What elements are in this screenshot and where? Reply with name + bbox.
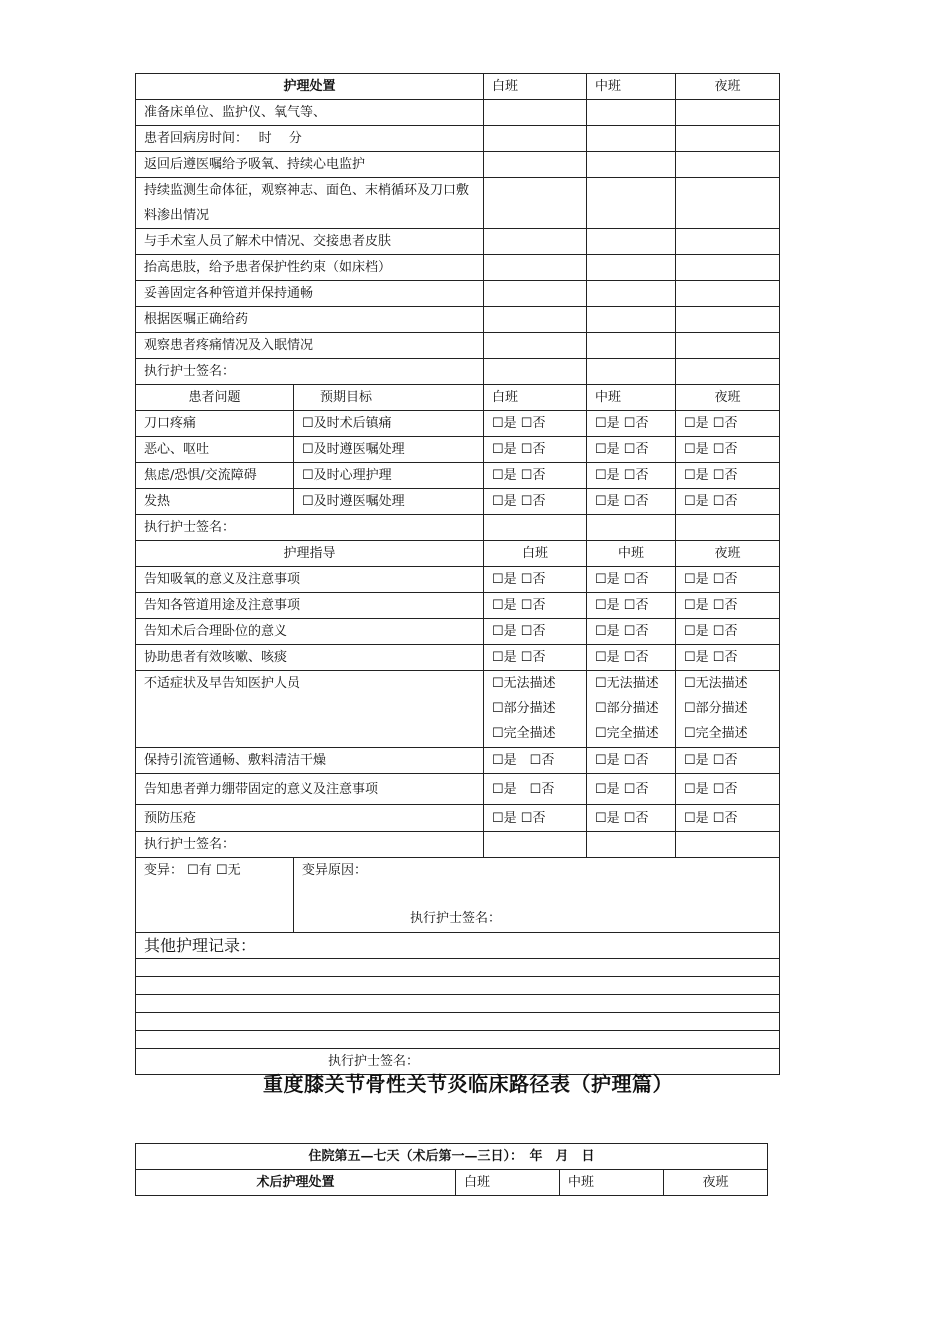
day-signature-cell[interactable] — [484, 832, 587, 858]
table-row — [136, 333, 780, 359]
table-row — [136, 229, 780, 255]
table-row — [136, 463, 780, 489]
record-line-cell[interactable] — [136, 959, 780, 977]
night-signature-cell[interactable] — [676, 515, 780, 541]
record-line-cell[interactable] — [136, 995, 780, 1013]
day-cell[interactable] — [484, 126, 587, 152]
table-row — [136, 748, 780, 774]
guidance-label: 协助患者有效咳嗽、咳痰 — [136, 645, 484, 671]
problem-label: 焦虑/恐惧/交流障碍 — [136, 463, 294, 489]
variance-cell — [136, 858, 294, 933]
variance-reason-cell[interactable] — [294, 858, 780, 933]
mid-cell[interactable] — [587, 229, 676, 255]
record-line-cell[interactable] — [136, 977, 780, 995]
describe-option[interactable]: ☐完全描述 — [684, 726, 748, 741]
mid-describe-options[interactable] — [587, 671, 676, 748]
day-cell[interactable] — [484, 333, 587, 359]
task-label: 根据医嘱正确给药 — [136, 307, 484, 333]
record-line — [136, 995, 780, 1013]
section1-header-label: 护理处置 — [136, 74, 484, 100]
record-line — [136, 1013, 780, 1031]
col-night-shift: 夜班 — [676, 385, 780, 411]
day-yes-no[interactable]: ☐是 ☐否 — [484, 645, 587, 671]
col-expected-goal: 预期目标 — [294, 385, 484, 411]
day-yes-no[interactable]: ☐是 ☐否 — [484, 805, 587, 832]
night-yes-no[interactable]: ☐是 ☐否 — [676, 437, 780, 463]
table-row — [136, 805, 780, 832]
section2-header-row — [136, 385, 780, 411]
describe-option[interactable]: ☐完全描述 — [492, 726, 556, 741]
post-op-label: 术后护理处置 — [136, 1170, 456, 1196]
night-cell[interactable] — [676, 100, 780, 126]
col-mid-shift: 中班 — [587, 74, 676, 100]
night-describe-options[interactable] — [676, 671, 780, 748]
night-cell[interactable] — [676, 178, 780, 229]
task-label: 与手术室人员了解术中情况、交接患者皮肤 — [136, 229, 484, 255]
night-cell[interactable] — [676, 255, 780, 281]
night-yes-no[interactable]: ☐是 ☐否 — [676, 567, 780, 593]
col-night-shift: 夜班 — [676, 541, 780, 567]
day-yes-no[interactable]: ☐是 ☐否 — [484, 593, 587, 619]
table-row — [136, 100, 780, 126]
day-signature-cell[interactable] — [484, 359, 587, 385]
mid-yes-no[interactable]: ☐是 ☐否 — [587, 774, 676, 805]
variance-row — [136, 858, 780, 933]
night-yes-no[interactable]: ☐是 ☐否 — [676, 593, 780, 619]
mid-signature-cell[interactable] — [587, 359, 676, 385]
guidance-label: 告知各管道用途及注意事项 — [136, 593, 484, 619]
col-day-shift: 白班 — [456, 1170, 560, 1196]
day-yes-no[interactable]: ☐是 ☐否 — [484, 748, 587, 774]
page-title: 重度膝关节骨性关节炎临床路径表（护理篇） — [263, 1072, 673, 1096]
col-night-shift: 夜班 — [676, 74, 780, 100]
mid-cell[interactable] — [587, 333, 676, 359]
table-row — [136, 281, 780, 307]
post-op-header-row — [136, 1170, 768, 1196]
col-day-shift: 白班 — [484, 541, 587, 567]
day-cell[interactable] — [484, 100, 587, 126]
other-records-label: 其他护理记录： — [136, 933, 780, 959]
col-day-shift: 白班 — [484, 74, 587, 100]
table-row — [136, 255, 780, 281]
post-op-heading: 住院第五—七天（术后第一—三日）： 年 月 日 — [136, 1144, 768, 1170]
day-cell[interactable] — [484, 152, 587, 178]
section3-header-label: 护理指导 — [136, 541, 484, 567]
day-yes-no[interactable]: ☐是 ☐否 — [484, 463, 587, 489]
task-label: 持续监测生命体征，观察神志、面色、末梢循环及刀口敷料渗出情况 — [136, 178, 484, 229]
table-row — [136, 671, 780, 748]
describe-option[interactable]: ☐无法描述 — [684, 676, 748, 691]
goal-checkbox[interactable]: ☐及时术后镇痛 — [294, 411, 484, 437]
record-line-cell[interactable] — [136, 1031, 780, 1049]
signature-label: 执行护士签名： — [136, 515, 484, 541]
describe-option[interactable]: ☐部分描述 — [684, 701, 748, 716]
col-day-shift: 白班 — [484, 385, 587, 411]
describe-option[interactable]: ☐完全描述 — [595, 726, 659, 741]
mid-cell[interactable] — [587, 178, 676, 229]
night-yes-no[interactable]: ☐是 ☐否 — [676, 748, 780, 774]
day-yes-no[interactable]: ☐是 ☐否 — [484, 411, 587, 437]
day-cell[interactable] — [484, 229, 587, 255]
mid-cell[interactable] — [587, 152, 676, 178]
day-yes-no[interactable]: ☐是 ☐否 — [484, 489, 587, 515]
mid-cell[interactable] — [587, 100, 676, 126]
day-cell[interactable] — [484, 307, 587, 333]
guidance-label: 告知术后合理卧位的意义 — [136, 619, 484, 645]
problem-label: 发热 — [136, 489, 294, 515]
nursing-pathway-table — [135, 73, 780, 1075]
signature-row — [136, 359, 780, 385]
describe-option[interactable]: ☐部分描述 — [595, 701, 659, 716]
day-yes-no[interactable]: ☐是 ☐否 — [484, 774, 587, 805]
task-label: 妥善固定各种管道并保持通畅 — [136, 281, 484, 307]
night-yes-no[interactable]: ☐是 ☐否 — [676, 645, 780, 671]
col-night-shift: 夜班 — [664, 1170, 768, 1196]
table-row — [136, 307, 780, 333]
task-label: 患者回病房时间： 时 分 — [136, 126, 484, 152]
record-line-cell[interactable] — [136, 1013, 780, 1031]
problem-label: 恶心、呕吐 — [136, 437, 294, 463]
goal-checkbox[interactable]: ☐及时遵医嘱处理 — [294, 437, 484, 463]
col-mid-shift: 中班 — [587, 541, 676, 567]
night-cell[interactable] — [676, 307, 780, 333]
guidance-label: 不适症状及早告知医护人员 — [136, 671, 484, 748]
col-mid-shift: 中班 — [560, 1170, 664, 1196]
mid-yes-no[interactable]: ☐是 ☐否 — [587, 593, 676, 619]
mid-signature-cell[interactable] — [587, 515, 676, 541]
section3-header-row — [136, 541, 780, 567]
mid-cell[interactable] — [587, 307, 676, 333]
guidance-label: 保持引流管通畅、敷料清洁干燥 — [136, 748, 484, 774]
signature-label: 执行护士签名： — [136, 359, 484, 385]
table-row — [136, 411, 780, 437]
day-yes-no[interactable]: ☐是 ☐否 — [484, 619, 587, 645]
variance-options[interactable]: ☐有 ☐无 — [187, 863, 241, 878]
mid-yes-no[interactable]: ☐是 ☐否 — [587, 748, 676, 774]
mid-yes-no[interactable]: ☐是 ☐否 — [587, 463, 676, 489]
night-signature-cell[interactable] — [676, 359, 780, 385]
table-row — [136, 645, 780, 671]
record-line — [136, 1031, 780, 1049]
mid-yes-no[interactable]: ☐是 ☐否 — [587, 437, 676, 463]
task-label: 准备床单位、监护仪、氧气等、 — [136, 100, 484, 126]
day-yes-no[interactable]: ☐是 ☐否 — [484, 567, 587, 593]
day-describe-options[interactable] — [484, 671, 587, 748]
other-records-header-row — [136, 933, 780, 959]
mid-yes-no[interactable]: ☐是 ☐否 — [587, 411, 676, 437]
night-cell[interactable] — [676, 333, 780, 359]
signature-label: 执行护士签名： — [136, 832, 484, 858]
guidance-label: 告知患者弹力绷带固定的意义及注意事项 — [136, 774, 484, 805]
night-yes-no[interactable]: ☐是 ☐否 — [676, 805, 780, 832]
table-row — [136, 152, 780, 178]
mid-yes-no[interactable]: ☐是 ☐否 — [587, 567, 676, 593]
variance-signature-label: 执行护士签名： — [410, 911, 502, 926]
mid-yes-no[interactable]: ☐是 ☐否 — [587, 489, 676, 515]
table-row — [136, 437, 780, 463]
record-line — [136, 959, 780, 977]
day-signature-cell[interactable] — [484, 515, 587, 541]
night-signature-cell[interactable] — [676, 832, 780, 858]
signature-row — [136, 515, 780, 541]
mid-yes-no[interactable]: ☐是 ☐否 — [587, 805, 676, 832]
section1-header-row — [136, 74, 780, 100]
night-yes-no[interactable]: ☐是 ☐否 — [676, 619, 780, 645]
mid-yes-no[interactable]: ☐是 ☐否 — [587, 619, 676, 645]
goal-checkbox[interactable]: ☐及时遵医嘱处理 — [294, 489, 484, 515]
day-cell[interactable] — [484, 178, 587, 229]
table-row — [136, 619, 780, 645]
table-row — [136, 774, 780, 805]
table-row — [136, 567, 780, 593]
problem-label: 刀口疼痛 — [136, 411, 294, 437]
describe-option[interactable]: ☐无法描述 — [492, 676, 556, 691]
describe-option[interactable]: ☐部分描述 — [492, 701, 556, 716]
day-cell[interactable] — [484, 255, 587, 281]
mid-cell[interactable] — [587, 255, 676, 281]
describe-option[interactable]: ☐无法描述 — [595, 676, 659, 691]
post-op-heading-row — [136, 1144, 768, 1170]
night-cell[interactable] — [676, 229, 780, 255]
mid-cell[interactable] — [587, 281, 676, 307]
record-line — [136, 977, 780, 995]
guidance-label: 告知吸氧的意义及注意事项 — [136, 567, 484, 593]
variance-label: 变异： — [144, 863, 184, 878]
table-row — [136, 593, 780, 619]
night-yes-no[interactable]: ☐是 ☐否 — [676, 463, 780, 489]
record-signature-label: 执行护士签名： — [136, 1049, 780, 1075]
table-row — [136, 126, 780, 152]
night-yes-no[interactable]: ☐是 ☐否 — [676, 774, 780, 805]
mid-yes-no[interactable]: ☐是 ☐否 — [587, 645, 676, 671]
task-label: 返回后遵医嘱给予吸氧、持续心电监护 — [136, 152, 484, 178]
mid-signature-cell[interactable] — [587, 832, 676, 858]
guidance-label: 预防压疮 — [136, 805, 484, 832]
col-mid-shift: 中班 — [587, 385, 676, 411]
table-row — [136, 489, 780, 515]
night-cell[interactable] — [676, 152, 780, 178]
variance-reason-label: 变异原因： — [302, 863, 368, 878]
signature-row — [136, 832, 780, 858]
task-label: 观察患者疼痛情况及入眠情况 — [136, 333, 484, 359]
day-yes-no[interactable]: ☐是 ☐否 — [484, 437, 587, 463]
mid-cell[interactable] — [587, 126, 676, 152]
day-cell[interactable] — [484, 281, 587, 307]
post-op-table — [135, 1143, 768, 1196]
goal-checkbox[interactable]: ☐及时心理护理 — [294, 463, 484, 489]
night-yes-no[interactable]: ☐是 ☐否 — [676, 411, 780, 437]
col-patient-problem: 患者问题 — [136, 385, 294, 411]
table-row — [136, 178, 780, 229]
night-cell[interactable] — [676, 281, 780, 307]
task-label: 抬高患肢，给予患者保护性约束（如床档） — [136, 255, 484, 281]
night-yes-no[interactable]: ☐是 ☐否 — [676, 489, 780, 515]
night-cell[interactable] — [676, 126, 780, 152]
